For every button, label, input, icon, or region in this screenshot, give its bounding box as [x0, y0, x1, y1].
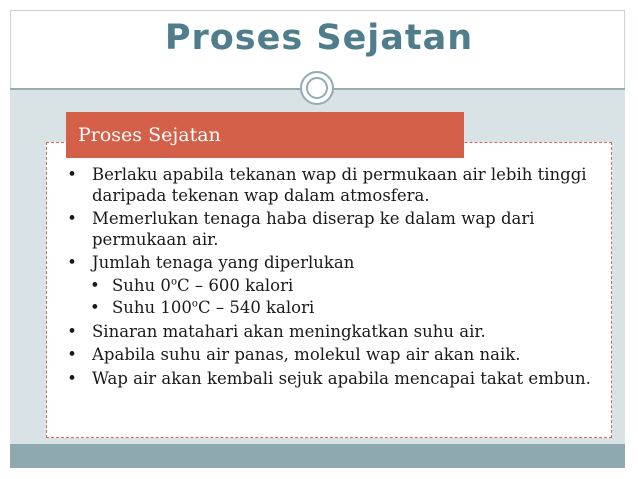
- bullet-icon: •: [67, 368, 77, 388]
- list-item: [52, 165, 600, 206]
- list-item-text: Suhu 100$^o$C – 540 kalori: [112, 298, 315, 317]
- bullet-icon: •: [67, 345, 77, 364]
- list-item: [52, 345, 600, 366]
- bullet-icon: •: [90, 298, 100, 317]
- sub-list-item: [52, 298, 600, 319]
- footer-band: [10, 444, 625, 468]
- bullet-icon: •: [67, 165, 77, 184]
- list-item: [52, 209, 600, 250]
- list-item: [52, 253, 600, 274]
- ring-ornament-icon: [300, 71, 334, 105]
- ring-inner-icon: [306, 77, 328, 99]
- bullet-list: [52, 165, 600, 389]
- sub-list-item: [52, 276, 600, 297]
- bullet-icon: •: [67, 321, 77, 341]
- section-tab: Proses Sejatan: [66, 112, 464, 158]
- list-item-text: Sinaran matahari akan meningkatkan suhu air.: [92, 321, 486, 341]
- list-item-text: Suhu 0$^o$C – 600 kalori: [112, 275, 294, 295]
- list-item-text: Berlaku apabila tekanan wap di permukaan air lebih tinggi daripada tekenan wap dalam atmosfera.: [92, 165, 587, 205]
- list-item-text: Apabila suhu air panas, molekul wap air akan naik.: [92, 345, 521, 364]
- bullet-icon: •: [67, 209, 77, 228]
- bullet-icon: •: [67, 253, 77, 272]
- list-item-text: Memerlukan tenaga haba diserap ke dalam wap dari permukaan air.: [92, 209, 535, 249]
- list-item: [52, 322, 600, 343]
- slide-title: Proses Sejatan: [164, 18, 474, 58]
- list-item: [52, 369, 600, 390]
- bullet-icon: •: [90, 275, 100, 295]
- list-item-text: Wap air akan kembali sejuk apabila mencapai takat embun.: [92, 368, 591, 388]
- list-item-text: Jumlah tenaga yang diperlukan: [92, 253, 355, 272]
